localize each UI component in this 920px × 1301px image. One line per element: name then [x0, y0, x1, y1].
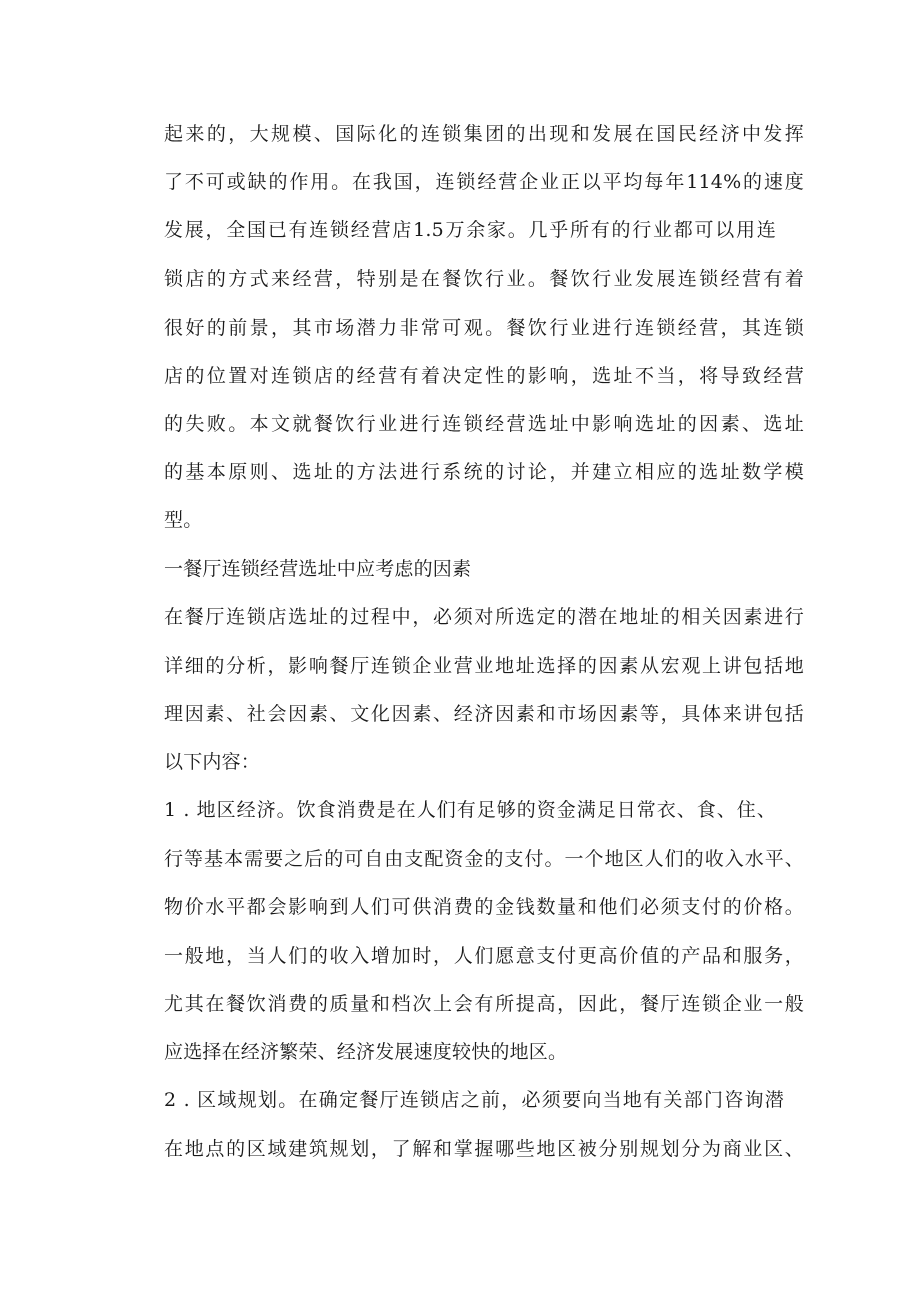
text-line: 应选择在经济繁荣、经济发展速度较快的地区。 — [164, 1041, 568, 1063]
text-line: 详细的分析，影响餐厅连锁企业营业地址选择的因素从宏观上讲包括地 — [164, 655, 804, 677]
text-line: 行等基本需要之后的可自由支配资金的支付。一个地区人们的收入水平、 — [164, 848, 804, 870]
text-line: 1 . 地区经济。饮食消费是在人们有足够的资金满足日常衣、食、住、 — [164, 799, 776, 821]
text-line: 理因素、社会因素、文化因素、经济因素和市场因素等，具体来讲包括 — [164, 703, 804, 725]
text-line: 一般地，当人们的收入增加时，人们愿意支付更高价值的产品和服务， — [164, 945, 804, 967]
text-line: 很好的前景，其市场潜力非常可观。餐饮行业进行连锁经营，其连锁 — [164, 317, 804, 339]
text-line: 尤其在餐饮消费的质量和档次上会有所提高，因此，餐厅连锁企业一般 — [164, 993, 804, 1015]
section-heading: 一餐厅连锁经营选址中应考虑的因素 — [164, 558, 472, 580]
text-line: 店的位置对连锁店的经营有着决定性的影响，选址不当，将导致经营 — [164, 365, 804, 387]
text-line: 了不可或缺的作用。在我国，连锁经营企业正以平均每年114%的速度 — [164, 171, 804, 193]
text-line: 锁店的方式来经营，特别是在餐饮行业。餐饮行业发展连锁经营有着 — [164, 268, 804, 290]
text-line: 以下内容： — [164, 751, 261, 773]
text-line: 起来的，大规模、国际化的连锁集团的出现和发展在国民经济中发挥 — [164, 123, 804, 145]
text-line: 的失败。本文就餐饮行业进行连锁经营选址中影响选址的因素、选址 — [164, 413, 804, 435]
text-line: 型。 — [164, 509, 203, 531]
text-line: 在餐厅连锁店选址的过程中，必须对所选定的潜在地址的相关因素进行 — [164, 606, 804, 628]
text-line: 在地点的区域建筑规划，了解和掌握哪些地区被分别规划分为商业区、 — [164, 1138, 804, 1160]
text-line: 物价水平都会影响到人们可供消费的金钱数量和他们必须支付的价格。 — [164, 896, 804, 918]
text-line: 的基本原则、选址的方法进行系统的讨论，并建立相应的选址数学模 — [164, 461, 804, 483]
text-line: 2 . 区域规划。在确定餐厅连锁店之前，必须要向当地有关部门咨询潜 — [164, 1089, 784, 1111]
text-line: 发展，全国已有连锁经营店1.5万余家。几乎所有的行业都可以用连 — [164, 219, 776, 241]
